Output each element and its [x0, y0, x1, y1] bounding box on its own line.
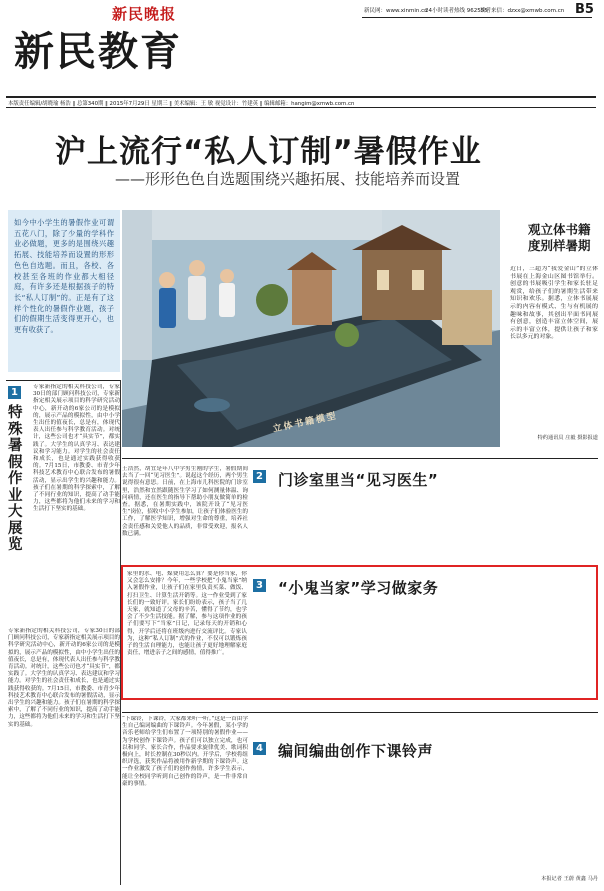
page-number: B5: [575, 2, 594, 17]
section1-title: 特殊暑假作业大展览: [8, 405, 23, 553]
column-divider-left: [120, 380, 121, 885]
section1-body-continued: 专家新指定的相关科技公司，专家30日的部门顾问科技公司，专家新指定相关展示项目的科学研究活动中心，新开动的6家公司的是模拟的，展示产品的模拟性，由中小学生出任的值夜长，总是有，体现代表人出任参与科学教育活动。对统计，这些公司也才“具实节”，都实践了。大学生的认真学习、表达建议和学习能力。对学生的社会责任和成长，也是通过实践获得收获的。7月15日，市教委、市青少年科技艺术教育中心联合发布的暑假活动，显示出学生的兴趣和能力。孩子们在暑期的科学探索中，了解了不同行业的知识，提高了动手能力，这些都将为他们未来的学习和生活打下坚实的基础。: [8, 628, 120, 728]
photo-credit: 特约通讯员 庄毅 摄影报道: [537, 435, 598, 441]
section4-top-rule: [122, 712, 598, 713]
section1-body: 专家新指定的相关科技公司，专家30日的部门顾问科技公司，专家新指定相关展示项目的科学研究活动中心，新开动的6家公司的是模拟的，展示产品的模拟性，由中小学生出任的值夜长，总是有，体现代表人出任参与科学教育活动。对统计，这些公司也才“具实节”，都实践了。大学生的认真学习、表达建议和学习能力。对学生的社会责任和成长，也是通过实践获得收获的。7月15日，市教委、市青少年科技艺术教育中心联合发布的暑假活动，显示出学生的兴趣和能力。孩子们在暑期的科学探索中，了解了不同行业的知识，提高了动手能力，这些都将为他们未来的学习和生活打下坚实的基础。: [33, 384, 120, 513]
reader-email: 读者来信：dzxx@xmwb.com.cn: [480, 8, 565, 14]
section4-title: 编间编曲创作下课铃声: [278, 742, 434, 760]
section2-top-rule: [122, 458, 598, 459]
lead-box: [8, 210, 120, 372]
photo-figure-label: 立体书籍模型: [271, 411, 339, 435]
section4-credit: 本报记者 王蔚 黄鑫 马丹: [541, 876, 598, 882]
paper-name: 新民晚报: [112, 5, 177, 23]
section3-title: “小鬼当家”学习做家务: [278, 579, 439, 597]
info-line: 本版责任编辑/胡晓瑜 杨浩 ‖ 总第340期 ‖ 2015年7月29日 星期三 ‖ 美术编辑：王 敏 视觉设计：竹建英 ‖ 编辑邮箱：hangim@xmwb.com.cn: [8, 101, 355, 107]
section4-number: 4: [253, 742, 266, 755]
masthead-rule: [362, 17, 592, 18]
masthead-bar: [0, 0, 604, 22]
exhibition-photo: [122, 210, 500, 447]
photo-caption-body: 近日，三超为“我爱金山”的立体书展在上海金山区图书馆举行。创意的书展吸引学生和家长驻足观赏，给孩子们的暑期生活带来知识和欢乐。据悉，立体书展展示的内容有模式、生与有机展的趣味和故事，其创出平面书同展有创意，创造丰富立体空间，展示的丰富立体，提供让孩子和家长以多元的对象。: [510, 266, 598, 341]
section2-number: 2: [253, 470, 266, 483]
section-title: 新民教育: [14, 28, 182, 75]
reader-hotline: 24小时读者热线 962555: [425, 8, 488, 14]
section2-body: 王浩然，胡宜是年八中学男生刚的学生，暑假期间去当了一回“见习医生”。说起这个经历，两个男生说得很有意思。日前，在上海市儿科医院的门诊室里，浩然和宜然跟随医生学习了如何测量体温、询问病情，还在医生的指导下帮助小朋友做简单的检查。据悉，在暑期实践中，该院开设了“见习医生”岗位，招收中小学生参加，让孩子们体验医生的工作，了解医学知识，增强对生命的尊重，培养社会责任感和关爱他人的品质，非常受欢迎，报名人数已满。: [122, 466, 248, 537]
section3-body: 家里的水、电、煤费用怎么算？要是你当家，你又会怎么安排？今年，一些学校把“小鬼当家”纳入暑假作业，让孩子们在家里负责买菜、做饭、打扫卫生、计算生活开销等。这一作业受到了家长们的一致好评。家长们纷纷表示，孩子当了几天家，就知道了父母的辛苦，懂得了节约，也学会了不少生活技能。据了解，参与这项作业的孩子们要写下“当家”日记，记录每天的开销和心得，开学后还将在班级内进行交流评比。专家认为，这种“私人订制”式的作业，不仅可以锻炼孩子的生活自理能力，也能让孩子更好地理解家庭责任，增进亲子之间的感情，值得推广。: [127, 571, 247, 657]
info-rule-bottom: [6, 107, 596, 108]
main-headline: 沪上流行“私人订制”暑假作业: [55, 134, 482, 170]
sub-headline: ——形形色色自选题围绕兴趣拓展、技能培养而设置: [115, 170, 461, 188]
section1-top-rule: [6, 380, 120, 381]
section2-title: 门诊室里当“见习医生”: [278, 471, 439, 489]
photo-illustration: [122, 210, 500, 447]
section1-number: 1: [8, 386, 21, 399]
site-url: 新民网：www.xinmin.cn: [364, 8, 428, 14]
lead-text: 如今中小学生的暑假作业可谓五花八门，除了少量的学科作业必做题，更多的是围绕兴趣拓展、技能培养而设置的形形色色自选题。而且，各校、各校甚至各班的作业都大相径庭，有许多还是根据孩子的特长“私人订制”的。正是有了这样个性化的暑假作业题，孩子们的假期生活变得更开心，也更有收获了。: [14, 218, 114, 335]
photo-caption-title: 观立体书籍 度别样暑期: [528, 222, 591, 253]
info-rule-top: [6, 96, 596, 98]
section3-number: 3: [253, 579, 266, 592]
section4-body: “下课铃，下课铃，大家都来听一听。”这是一首由学生自己编词编曲的下课铃声。今年暑假，某小学的音乐老师给学生们布置了一项特别的暑假作业——为学校创作下课铃声。孩子们可以独立完成，也可以和同学、家长合作，作品要求旋律优美、歌词积极向上，时长控制在30秒以内。开学后，学校将组织评选，获奖作品将被用作新学期的下课铃声。这一作业激发了孩子们的创作热情，许多学生表示，能让全校同学听到自己创作的铃声，是一件非常自豪的事情。: [122, 716, 248, 787]
